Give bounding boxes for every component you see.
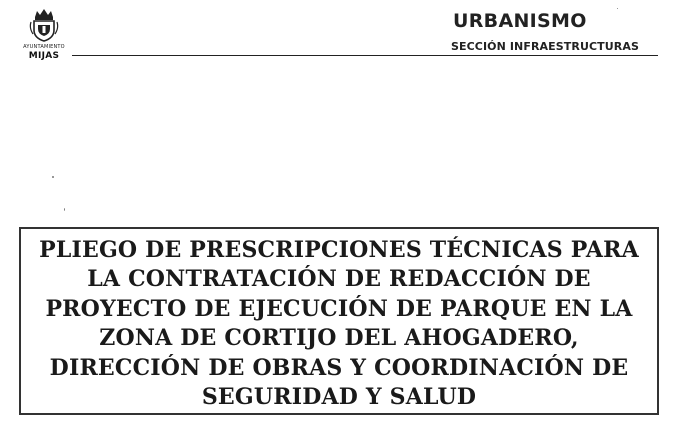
department-section: SECCIÓN INFRAESTRUCTURAS xyxy=(451,40,640,53)
title-line: LA CONTRATACIÓN DE REDACCIÓN DE xyxy=(87,266,591,293)
municipal-logo xyxy=(19,8,69,66)
document-title-box xyxy=(19,227,659,415)
title-line: DIRECCIÓN DE OBRAS Y COORDINACIÓN DE xyxy=(49,354,629,381)
title-line: PLIEGO DE PRESCRIPCIONES TÉCNICAS PARA xyxy=(39,237,639,263)
logo-town-name: MIJAS xyxy=(28,51,60,61)
scan-speck xyxy=(64,208,65,211)
document-title xyxy=(21,236,657,412)
title-line: SEGURIDAD Y SALUD xyxy=(201,384,477,411)
department-title: URBANISMO xyxy=(453,10,587,32)
title-line: ZONA DE CORTIJO DEL AHOGADERO, xyxy=(99,325,579,352)
scan-speck xyxy=(617,8,618,9)
header-rule xyxy=(72,55,658,56)
scan-speck xyxy=(52,176,54,178)
logo-caption: AYUNTAMIENTO xyxy=(23,44,65,50)
title-line: PROYECTO DE EJECUCIÓN DE PARQUE EN LA xyxy=(45,295,633,322)
coat-of-arms-icon xyxy=(29,8,59,42)
